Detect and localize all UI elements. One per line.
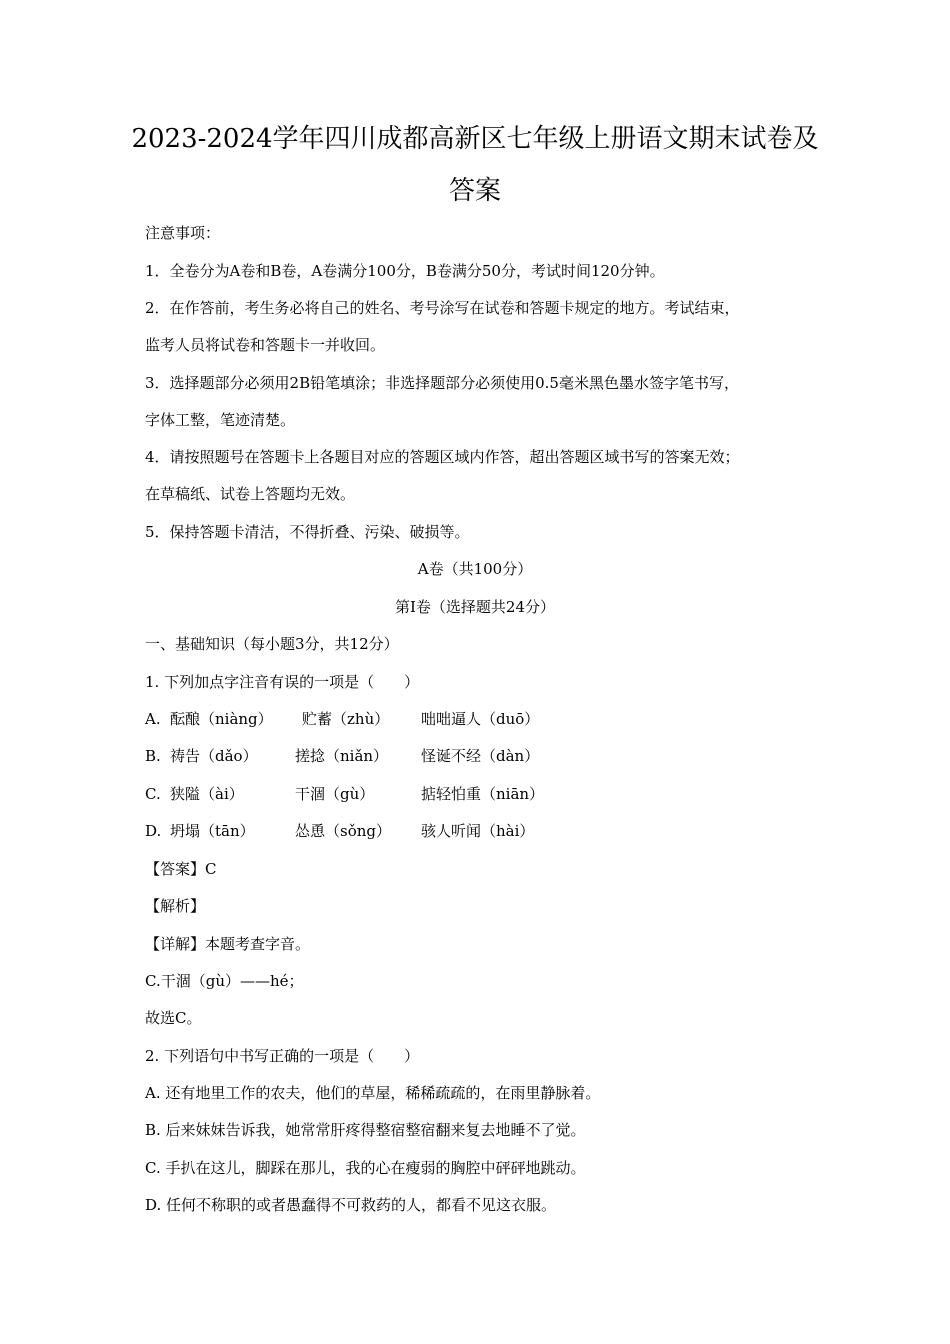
option-word-2: 干涸（gù） [295,785,375,803]
option-word-1: 坍塌（tān） [170,822,255,840]
part-one-heading: 第Ⅰ卷（选择题共24分） [394,598,555,616]
option-word-2: 贮蓄（zhù） [302,710,390,728]
question-2-option-b: B. 后来妹妹告诉我，她常常肝疼得整宿整宿翻来复去地睡不了觉。 [145,1121,586,1139]
note-item-2: 2．在作答前，考生务必将自己的姓名、考号涂写在试卷和答题卡规定的地方。考试结束， [145,299,740,317]
option-word-3: 掂轻怕重（niān） [421,785,545,803]
document-title-line-2: 答案 [448,176,501,206]
paper-a-heading: A卷（共100分） [417,560,533,578]
notes-heading: 注意事项： [145,224,221,242]
option-word-1: 祷告（dǎo） [170,747,258,765]
question-2-option-c: C. 手扒在这儿，脚踩在那儿，我的心在瘦弱的胸腔中砰砰地跳动。 [145,1159,586,1177]
section-basic-heading: 一、基础知识（每小题3分，共12分） [145,635,399,653]
note-item-1: 1．全卷分为A卷和B卷，A卷满分100分，B卷满分50分，考试时间120分钟。 [145,262,665,280]
option-word-1: 狭隘（ài） [170,785,244,803]
note-item-2-continued: 监考人员将试卷和答题卡一并收回。 [145,336,386,354]
note-item-4-continued: 在草稿纸、试卷上答题均无效。 [145,485,356,503]
document-title-line-1: 2023-2024学年四川成都高新区七年级上册语文期末试卷及 [131,124,819,154]
question-2-stem: 2. 下列语句中书写正确的一项是（ ） [145,1047,420,1065]
option-label: D. [145,822,162,840]
question-2-option-d: D. 任何不称职的或者愚蠢得不可救药的人，都看不见这衣服。 [145,1196,557,1214]
option-word-1: 酝酿（niàng） [170,710,273,728]
option-word-2: 搓捻（niǎn） [295,747,389,765]
question-1-stem: 1. 下列加点字注音有误的一项是（ ） [145,673,420,691]
question-1-explanation: C.干涸（gù）——hé； [145,972,304,990]
option-word-3: 咄咄逼人（duō） [421,710,540,728]
question-2-option-a: A. 还有地里工作的农夫，他们的草屋，稀稀疏疏的，在雨里静脉着。 [145,1084,601,1102]
note-item-3-continued: 字体工整，笔迹清楚。 [145,411,296,429]
option-label: B. [145,747,161,765]
question-1-conclusion: 故选C。 [145,1009,202,1027]
option-label: C. [145,785,161,803]
question-1-answer: 【答案】C [145,860,217,878]
note-item-4: 4．请按照题号在答题卡上各题目对应的答题区域内作答，超出答题区域书写的答案无效； [145,448,740,466]
option-word-2: 怂恿（sǒng） [295,822,391,840]
note-item-3: 3．选择题部分必须用2B铅笔填涂；非选择题部分必须使用0.5毫米黑色墨水签字笔书写， [145,374,739,392]
option-word-3: 怪诞不经（dàn） [421,747,540,765]
note-item-5: 5．保持答题卡清洁，不得折叠、污染、破损等。 [145,523,470,541]
question-1-detail: 【详解】本题考查字音。 [145,935,311,953]
option-label: A. [145,710,161,728]
option-word-3: 骇人听闻（hài） [421,822,535,840]
question-1-analysis-heading: 【解析】 [145,897,206,915]
